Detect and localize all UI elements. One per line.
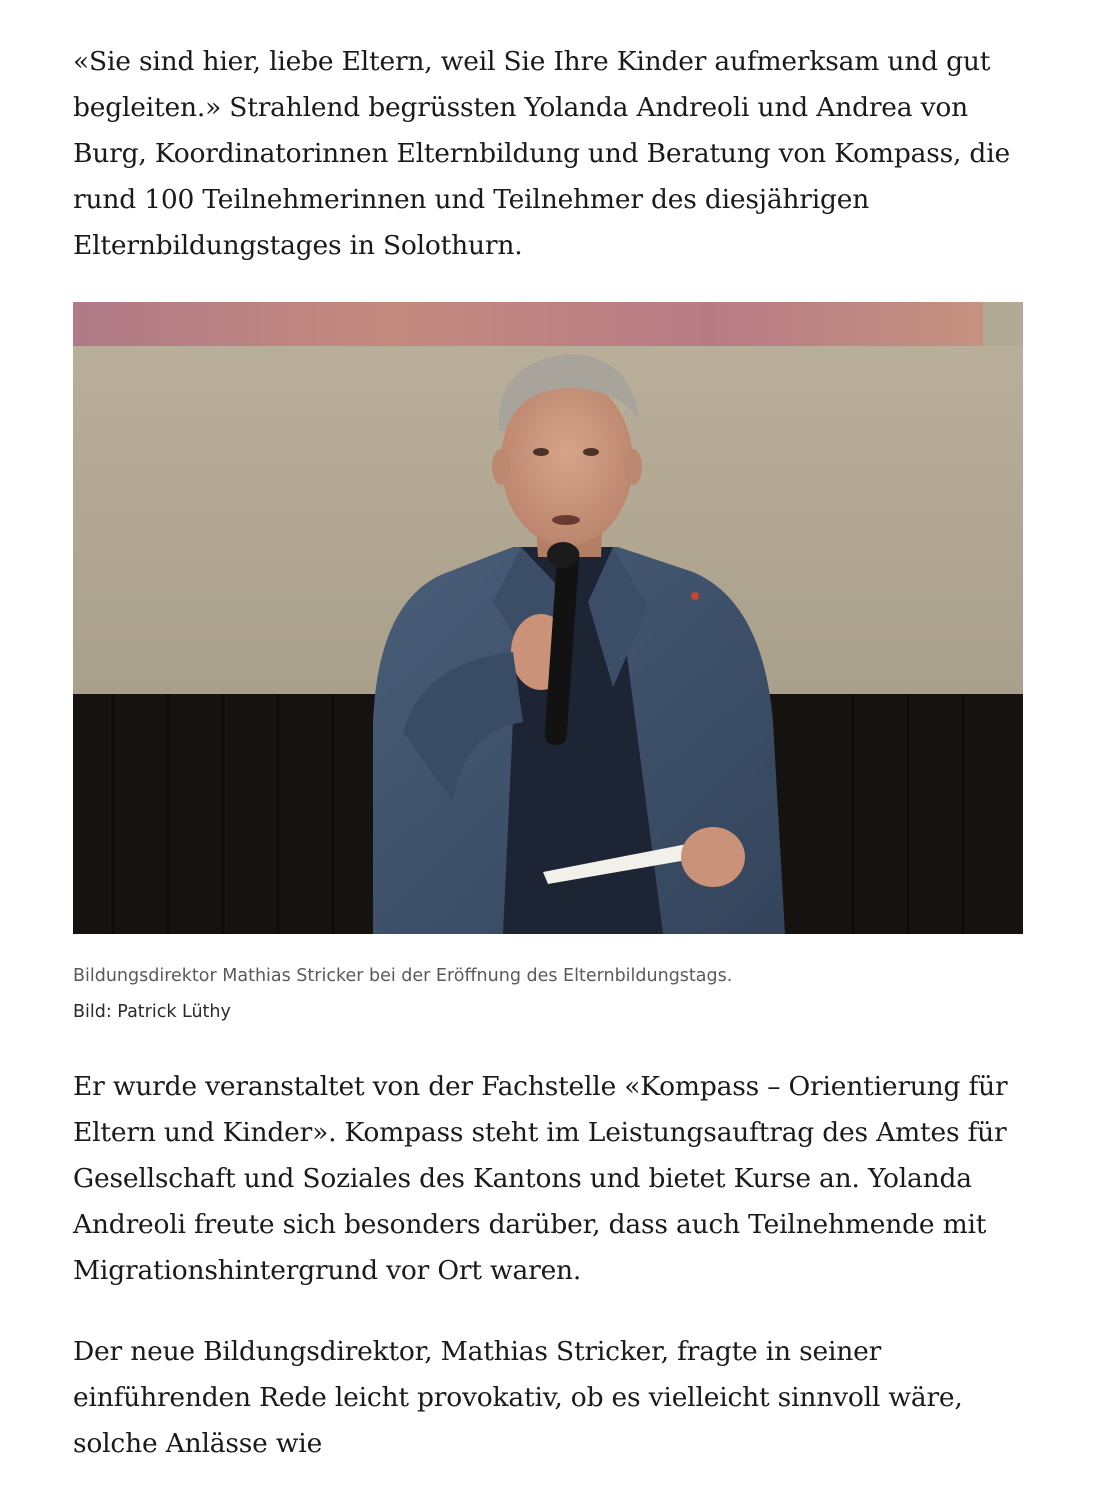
article-paragraph-organizer: Er wurde veranstaltet von der Fachstelle «Kompass – Orientierung für Eltern und Kinder». Kompass steht im Leistungsauftrag des Amtes für Gesellschaft und Soziales des Kantons und bietet Kurse an. Yolanda Andreoli freute sich besonders darüber, dass auch Teilnehmende mit Migrationshintergrund vor Ort waren. bbox=[73, 1071, 1008, 1286]
photo-caption: Bildungsdirektor Mathias Stricker bei der Eröffnung des Elternbildungstags. bbox=[73, 966, 733, 986]
article-paragraph-director: Der neue Bildungsdirektor, Mathias Stricker, fragte in seiner einführenden Rede leicht provokativ, ob es vielleicht sinnvoll wäre, solche Anlässe wie bbox=[73, 1336, 963, 1459]
photo-credit: Bild: Patrick Lüthy bbox=[73, 1002, 231, 1022]
article-photo bbox=[73, 302, 1023, 934]
article-paragraph-intro: «Sie sind hier, liebe Eltern, weil Sie Ihre Kinder aufmerksam und gut begleiten.» Strahlend begrüssten Yolanda Andreoli und Andrea von Burg, Koordinatorinnen Elternbildung und Beratung von Kompass, die rund 100 Teilnehmerinnen und Teilnehmer des diesjährigen Elternbildungstages in Solothurn. bbox=[73, 46, 1010, 261]
speaker-photo bbox=[73, 302, 1023, 934]
screen-banner bbox=[73, 302, 983, 346]
